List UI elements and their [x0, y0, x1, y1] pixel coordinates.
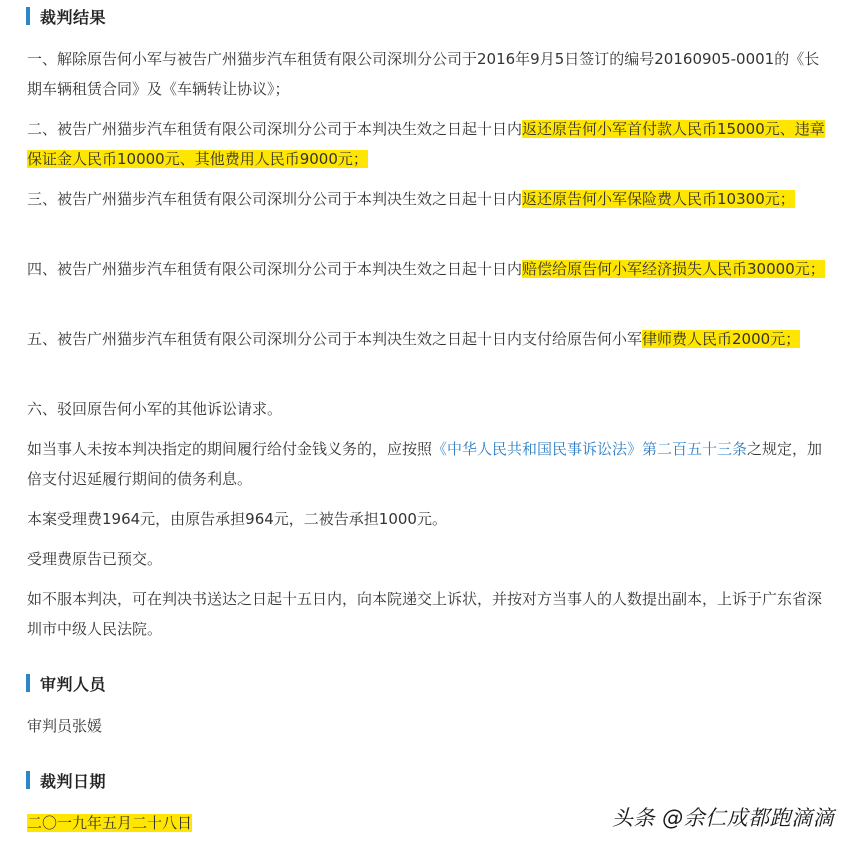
item-text: 五、被告广州猫步汽车租赁有限公司深圳分公司于本判决生效之日起十日内支付给原告何小军	[27, 330, 643, 348]
judgment-item-4	[27, 254, 827, 284]
heading-text: 裁判日期	[40, 771, 107, 791]
judgment-item-5	[27, 324, 827, 354]
appeal-notice: 如不服本判决，可在判决书送达之日起十五日内，向本院递交上诉状，并按对方当事人的人数提出副本，上诉于广东省深圳市中级人民法院。	[27, 590, 823, 638]
item-text: 四、被告广州猫步汽车租赁有限公司深圳分公司于本判决生效之日起十日内	[27, 260, 523, 278]
highlighted-date: 二〇一九年五月二十八日	[27, 814, 193, 832]
heading-accent-bar	[26, 674, 30, 692]
heading-text: 审判人员	[40, 674, 107, 694]
clause-text: 如当事人未按本判决指定的期间履行给付金钱义务的，应按照	[27, 440, 433, 458]
highlighted-text: 赔偿给原告何小军经济损失人民币30000元；	[522, 260, 825, 278]
court-fee: 本案受理费1964元，由原告承担964元，二被告承担1000元。	[27, 510, 447, 528]
judgment-item-2	[27, 114, 827, 174]
watermark: 头条 @余仁成都跑滴滴	[612, 806, 835, 830]
judgment-item-3	[27, 184, 827, 214]
fee-prepaid: 受理费原告已预交。	[27, 550, 163, 568]
section-heading-date	[26, 769, 106, 791]
judgment-item-1: 一、解除原告何小军与被告广州猫步汽车租赁有限公司深圳分公司于2016年9月5日签订的编号20160905-0001的《长期车辆租赁合同》及《车辆转让协议》；	[27, 50, 820, 98]
heading-accent-bar	[26, 7, 30, 25]
heading-text: 裁判结果	[40, 7, 107, 27]
interest-clause	[27, 434, 827, 494]
item-text: 三、被告广州猫步汽车租赁有限公司深圳分公司于本判决生效之日起十日内	[27, 190, 523, 208]
clause-text: 之规定，加倍支付迟延履行期间的债务利息。	[27, 440, 823, 488]
heading-accent-bar	[26, 771, 30, 789]
highlighted-text: 律师费人民币2000元；	[642, 330, 801, 348]
section-heading-judges	[26, 672, 106, 694]
judgment-item-6: 六、驳回原告何小军的其他诉讼请求。	[27, 400, 283, 418]
highlighted-text: 返还原告何小军首付款人民币15000元、违章保证金人民币10000元、其他费用人民币9000元；	[27, 120, 825, 168]
highlighted-text: 返还原告何小军保险费人民币10300元；	[522, 190, 795, 208]
law-link[interactable]: 《中华人民共和国民事诉讼法》第二百五十三条	[432, 440, 748, 458]
section-heading-judgment	[26, 5, 106, 27]
judge-name: 审判员张媛	[27, 717, 103, 735]
item-text: 二、被告广州猫步汽车租赁有限公司深圳分公司于本判决生效之日起十日内	[27, 120, 523, 138]
